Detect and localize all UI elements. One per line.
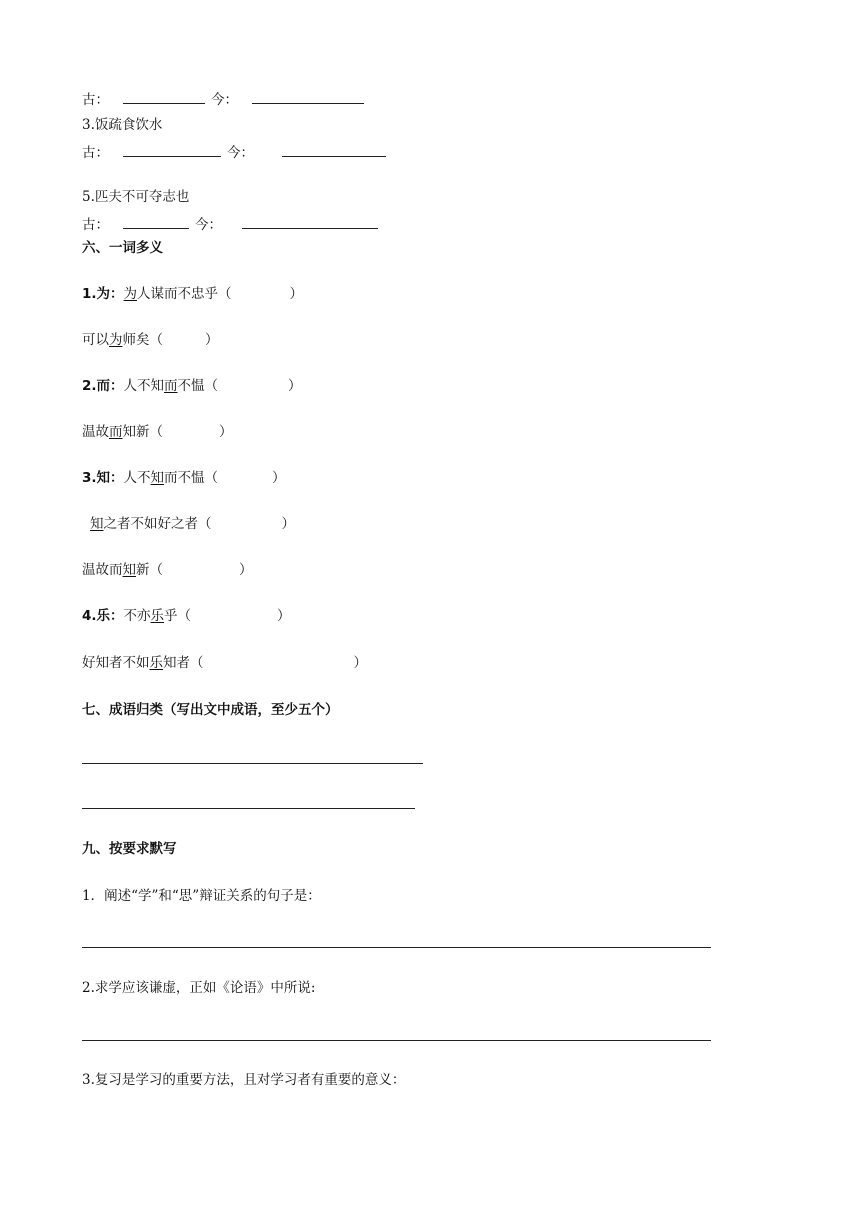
polysemy-row	[82, 424, 233, 440]
answer-line[interactable]	[82, 808, 415, 809]
gu-label: 古：	[82, 92, 109, 108]
close-paren: ）	[239, 562, 253, 578]
sentence-text: 不愠（	[177, 378, 219, 394]
answer-line[interactable]	[82, 947, 711, 948]
close-paren: ）	[281, 516, 295, 532]
sentence-text: 人不知	[123, 378, 165, 394]
gu-label: 古：	[82, 145, 109, 161]
polysemy-prefix: 4.乐：	[82, 608, 124, 624]
sentence-text: 乎（	[164, 608, 192, 624]
polysemy-prefix: 3.知：	[82, 470, 124, 486]
sentence-text: 知者（	[163, 655, 204, 671]
sentence-text: 知新（	[122, 424, 163, 440]
key-character: 为	[123, 286, 138, 302]
sentence-text: 不亦	[123, 608, 151, 624]
close-paren: ）	[289, 286, 304, 302]
polysemy-row	[90, 516, 295, 532]
sentence-text: 之者不如好之者（	[103, 516, 212, 532]
polysemy-row	[82, 286, 303, 302]
polysemy-prefix: 2.而：	[82, 378, 124, 394]
answer-blank[interactable]	[242, 215, 378, 229]
key-character: 为	[109, 332, 123, 348]
polysemy-row	[82, 332, 219, 348]
close-paren: ）	[219, 424, 233, 440]
answer-line[interactable]	[82, 1040, 711, 1041]
sentence-text: 可以	[82, 332, 109, 348]
answer-blank[interactable]	[252, 90, 364, 104]
polysemy-prefix: 1.为：	[82, 286, 124, 302]
jin-label: 今：	[211, 92, 238, 108]
answer-blank[interactable]	[123, 215, 189, 229]
jin-label: 今：	[227, 145, 254, 161]
answer-blank[interactable]	[123, 90, 205, 104]
gujin-row-1	[82, 90, 370, 108]
gujin-row-5	[82, 215, 384, 233]
key-character: 知	[150, 470, 165, 486]
jin-label: 今：	[195, 217, 222, 233]
close-paren: ）	[272, 470, 286, 486]
gujin-item-3-title: 3.饭疏食饮水	[82, 117, 163, 133]
gujin-item-5-title: 5.匹夫不可夺志也	[82, 189, 190, 205]
key-character: 知	[122, 562, 136, 578]
key-character: 乐	[149, 655, 163, 671]
sentence-text: 人不	[123, 470, 151, 486]
close-paren: ）	[277, 608, 291, 624]
section-9-heading: 九、按要求默写	[82, 841, 177, 857]
polysemy-row	[82, 608, 291, 624]
key-character: 而	[164, 378, 178, 394]
key-character: 而	[109, 424, 123, 440]
question-3: 3.复习是学习的重要方法，且对学习者有重要的意义：	[82, 1072, 406, 1088]
section-6-heading: 六、一词多义	[82, 240, 163, 256]
question-1: 1．阐述“学”和“思”辩证关系的句子是：	[82, 888, 321, 904]
answer-blank[interactable]	[123, 143, 221, 157]
sentence-text: 人谋而不忠乎（	[137, 286, 232, 302]
sentence-text: 温故而	[82, 562, 123, 578]
polysemy-row	[82, 655, 367, 671]
sentence-text: 而不愠（	[164, 470, 219, 486]
gu-label: 古：	[82, 217, 109, 233]
polysemy-row	[82, 470, 286, 486]
polysemy-row	[82, 378, 302, 394]
sentence-text: 新（	[136, 562, 163, 578]
answer-blank[interactable]	[282, 143, 386, 157]
question-2: 2.求学应该谦虚，正如《论语》中所说:	[82, 980, 316, 996]
sentence-text: 好知者不如	[82, 655, 150, 671]
answer-line[interactable]	[82, 763, 423, 764]
key-character: 乐	[150, 608, 165, 624]
sentence-text: 师矣（	[122, 332, 163, 348]
section-7-heading: 七、成语归类（写出文中成语，至少五个）	[82, 702, 339, 718]
key-character: 知	[90, 516, 104, 532]
gujin-row-3	[82, 143, 392, 161]
sentence-text: 温故	[82, 424, 109, 440]
close-paren: ）	[288, 378, 302, 394]
close-paren: ）	[205, 332, 219, 348]
close-paren: ）	[353, 655, 367, 671]
polysemy-row	[82, 562, 253, 578]
